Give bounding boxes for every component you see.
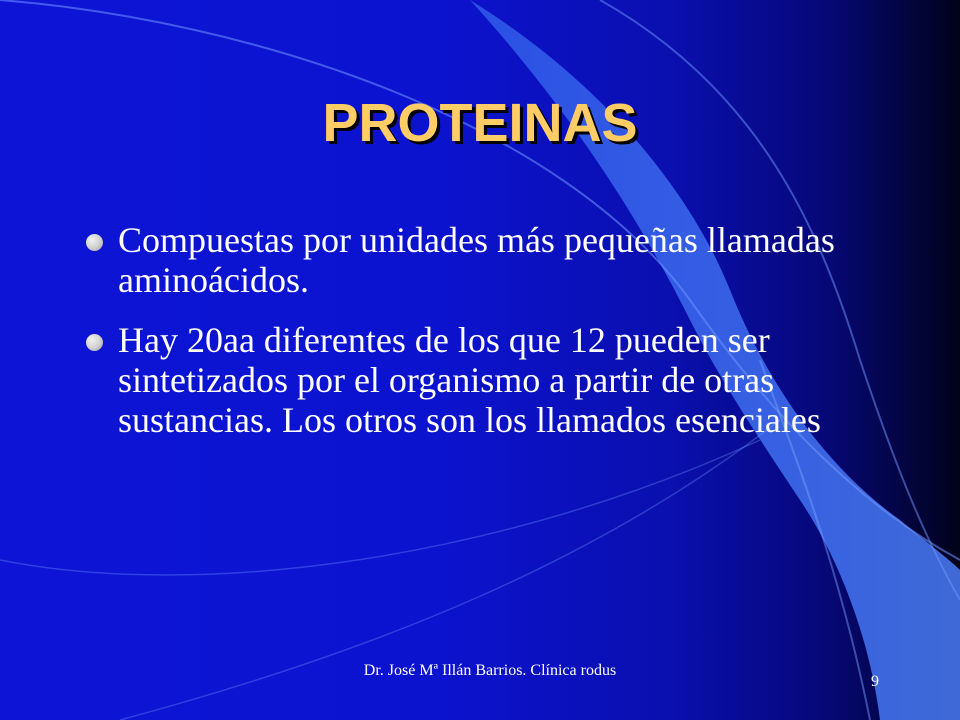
bullet-item bbox=[80, 220, 870, 300]
bullet-text: Hay 20aa diferentes de los que 12 pueden ser sintetizados por el organismo a partir de otras sustancias. Los otros son los llamados esenciales bbox=[118, 320, 821, 440]
slide-footer: Dr. José Mª Illán Barrios. Clínica rodus bbox=[363, 662, 617, 679]
slide-title: PROTEINAS bbox=[322, 93, 638, 153]
bullet-dot-icon bbox=[86, 234, 103, 251]
bullet-text: Compuestas por unidades más pequeñas llamadas aminoácidos. bbox=[118, 220, 835, 300]
bullet-dot-icon bbox=[86, 334, 103, 351]
bullet-item bbox=[80, 320, 870, 440]
bullet-list bbox=[80, 220, 870, 460]
page-number: 9 bbox=[871, 673, 879, 690]
